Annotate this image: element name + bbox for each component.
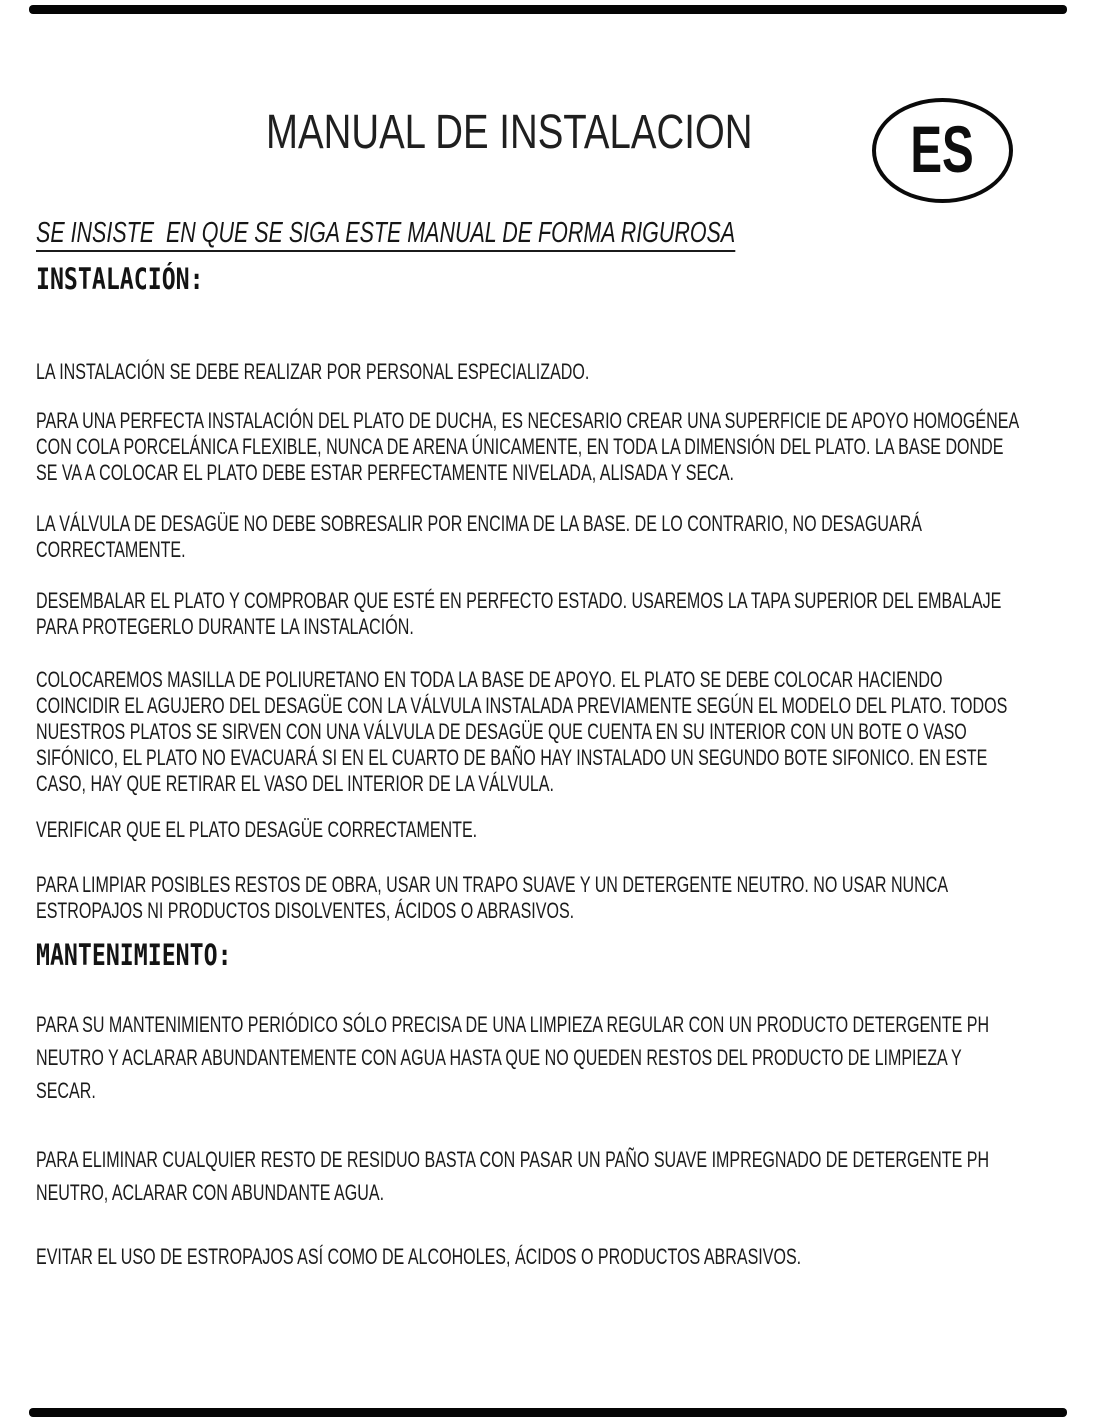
paragraph-line: COINCIDIR EL AGUJERO DEL DESAGÜE CON LA VÁLVULA INSTALADA PREVIAMENTE SEGÚN EL MODELO DEL PLATO. TODOS [36, 693, 1008, 718]
section-heading: INSTALACIÓN: [36, 262, 204, 296]
paragraph-line: PARA UNA PERFECTA INSTALACIÓN DEL PLATO DE DUCHA, ES NECESARIO CREAR UNA SUPERFICIE DE APOYO HOMOGÉNEA [36, 408, 1020, 433]
paragraph-line: EVITAR EL USO DE ESTROPAJOS ASÍ COMO DE ALCOHOLES, ÁCIDOS O PRODUCTOS ABRASIVOS. [36, 1244, 802, 1269]
paragraph [36, 667, 1100, 797]
paragraph-line: COLOCAREMOS MASILLA DE POLIURETANO EN TODA LA BASE DE APOYO. EL PLATO SE DEBE COLOCAR HACIENDO [36, 667, 943, 692]
paragraph-line: SIFÓNICO, EL PLATO NO EVACUARÁ SI EN EL CUARTO DE BAÑO HAY INSTALADO UN SEGUNDO BOTE SIFONICO. EN ESTE [36, 745, 988, 770]
paragraph-line: LA VÁLVULA DE DESAGÜE NO DEBE SOBRESALIR POR ENCIMA DE LA BASE. DE LO CONTRARIO, NO DESAGUARÁ [36, 511, 922, 536]
page-title: MANUAL DE INSTALACION [266, 106, 753, 159]
paragraph-line: PARA ELIMINAR CUALQUIER RESTO DE RESIDUO BASTA CON PASAR UN PAÑO SUAVE IMPREGNADO DE DETERGENTE PH [36, 1147, 990, 1172]
paragraph [36, 817, 640, 843]
paragraph-line: PARA SU MANTENIMIENTO PERIÓDICO SÓLO PRECISA DE UNA LIMPIEZA REGULAR CON UN PRODUCTO DETERGENTE PH [36, 1012, 990, 1037]
paragraph-line: CORRECTAMENTE. [36, 537, 186, 562]
paragraph-line: SECAR. [36, 1078, 96, 1103]
scan-edge-top [29, 5, 1067, 14]
paragraph-line: CASO, HAY QUE RETIRAR EL VASO DEL INTERIOR DE LA VÁLVULA. [36, 771, 554, 796]
paragraph [36, 1143, 1100, 1209]
emphasis-subtitle: SE INSISTE EN QUE SE SIGA ESTE MANUAL DE FORMA RIGUROSA [36, 216, 735, 252]
paragraph [36, 1244, 1084, 1270]
paragraph-line: PARA PROTEGERLO DURANTE LA INSTALACIÓN. [36, 614, 414, 639]
language-badge-label: ES [910, 111, 975, 186]
paragraph [36, 359, 794, 385]
paragraph [36, 588, 1100, 640]
paragraph-line: NUESTROS PLATOS SE SIRVEN CON UNA VÁLVULA DE DESAGÜE QUE CUENTA EN SU INTERIOR CON UN BOTE O VASO [36, 719, 967, 744]
paragraph-line: VERIFICAR QUE EL PLATO DESAGÜE CORRECTAMENTE. [36, 817, 478, 842]
paragraph [36, 872, 1100, 924]
paragraph-line: NEUTRO, ACLARAR CON ABUNDANTE AGUA. [36, 1180, 385, 1205]
language-badge [872, 98, 1013, 203]
section-heading: MANTENIMIENTO: [36, 938, 232, 972]
scan-edge-bottom [29, 1408, 1067, 1417]
paragraph-line: LA INSTALACIÓN SE DEBE REALIZAR POR PERSONAL ESPECIALIZADO. [36, 359, 590, 384]
paragraph [36, 408, 1100, 486]
paragraph-line: SE VA A COLOCAR EL PLATO DEBE ESTAR PERFECTAMENTE NIVELADA, ALISADA Y SECA. [36, 460, 734, 485]
paragraph-line: CON COLA PORCELÁNICA FLEXIBLE, NUNCA DE ARENA ÚNICAMENTE, EN TODA LA DIMENSIÓN DEL PLATO. LA BASE DONDE [36, 434, 1004, 459]
paragraph [36, 1008, 1100, 1107]
paragraph [36, 511, 1100, 563]
paragraph-line: NEUTRO Y ACLARAR ABUNDANTEMENTE CON AGUA HASTA QUE NO QUEDEN RESTOS DEL PRODUCTO DE LIMPIEZA Y [36, 1045, 962, 1070]
paragraph-line: DESEMBALAR EL PLATO Y COMPROBAR QUE ESTÉ EN PERFECTO ESTADO. USAREMOS LA TAPA SUPERIOR DEL EMBALAJE [36, 588, 1002, 613]
paragraph-line: PARA LIMPIAR POSIBLES RESTOS DE OBRA, USAR UN TRAPO SUAVE Y UN DETERGENTE NEUTRO. NO USAR NUNCA [36, 872, 949, 897]
paragraph-line: ESTROPAJOS NI PRODUCTOS DISOLVENTES, ÁCIDOS O ABRASIVOS. [36, 898, 575, 923]
